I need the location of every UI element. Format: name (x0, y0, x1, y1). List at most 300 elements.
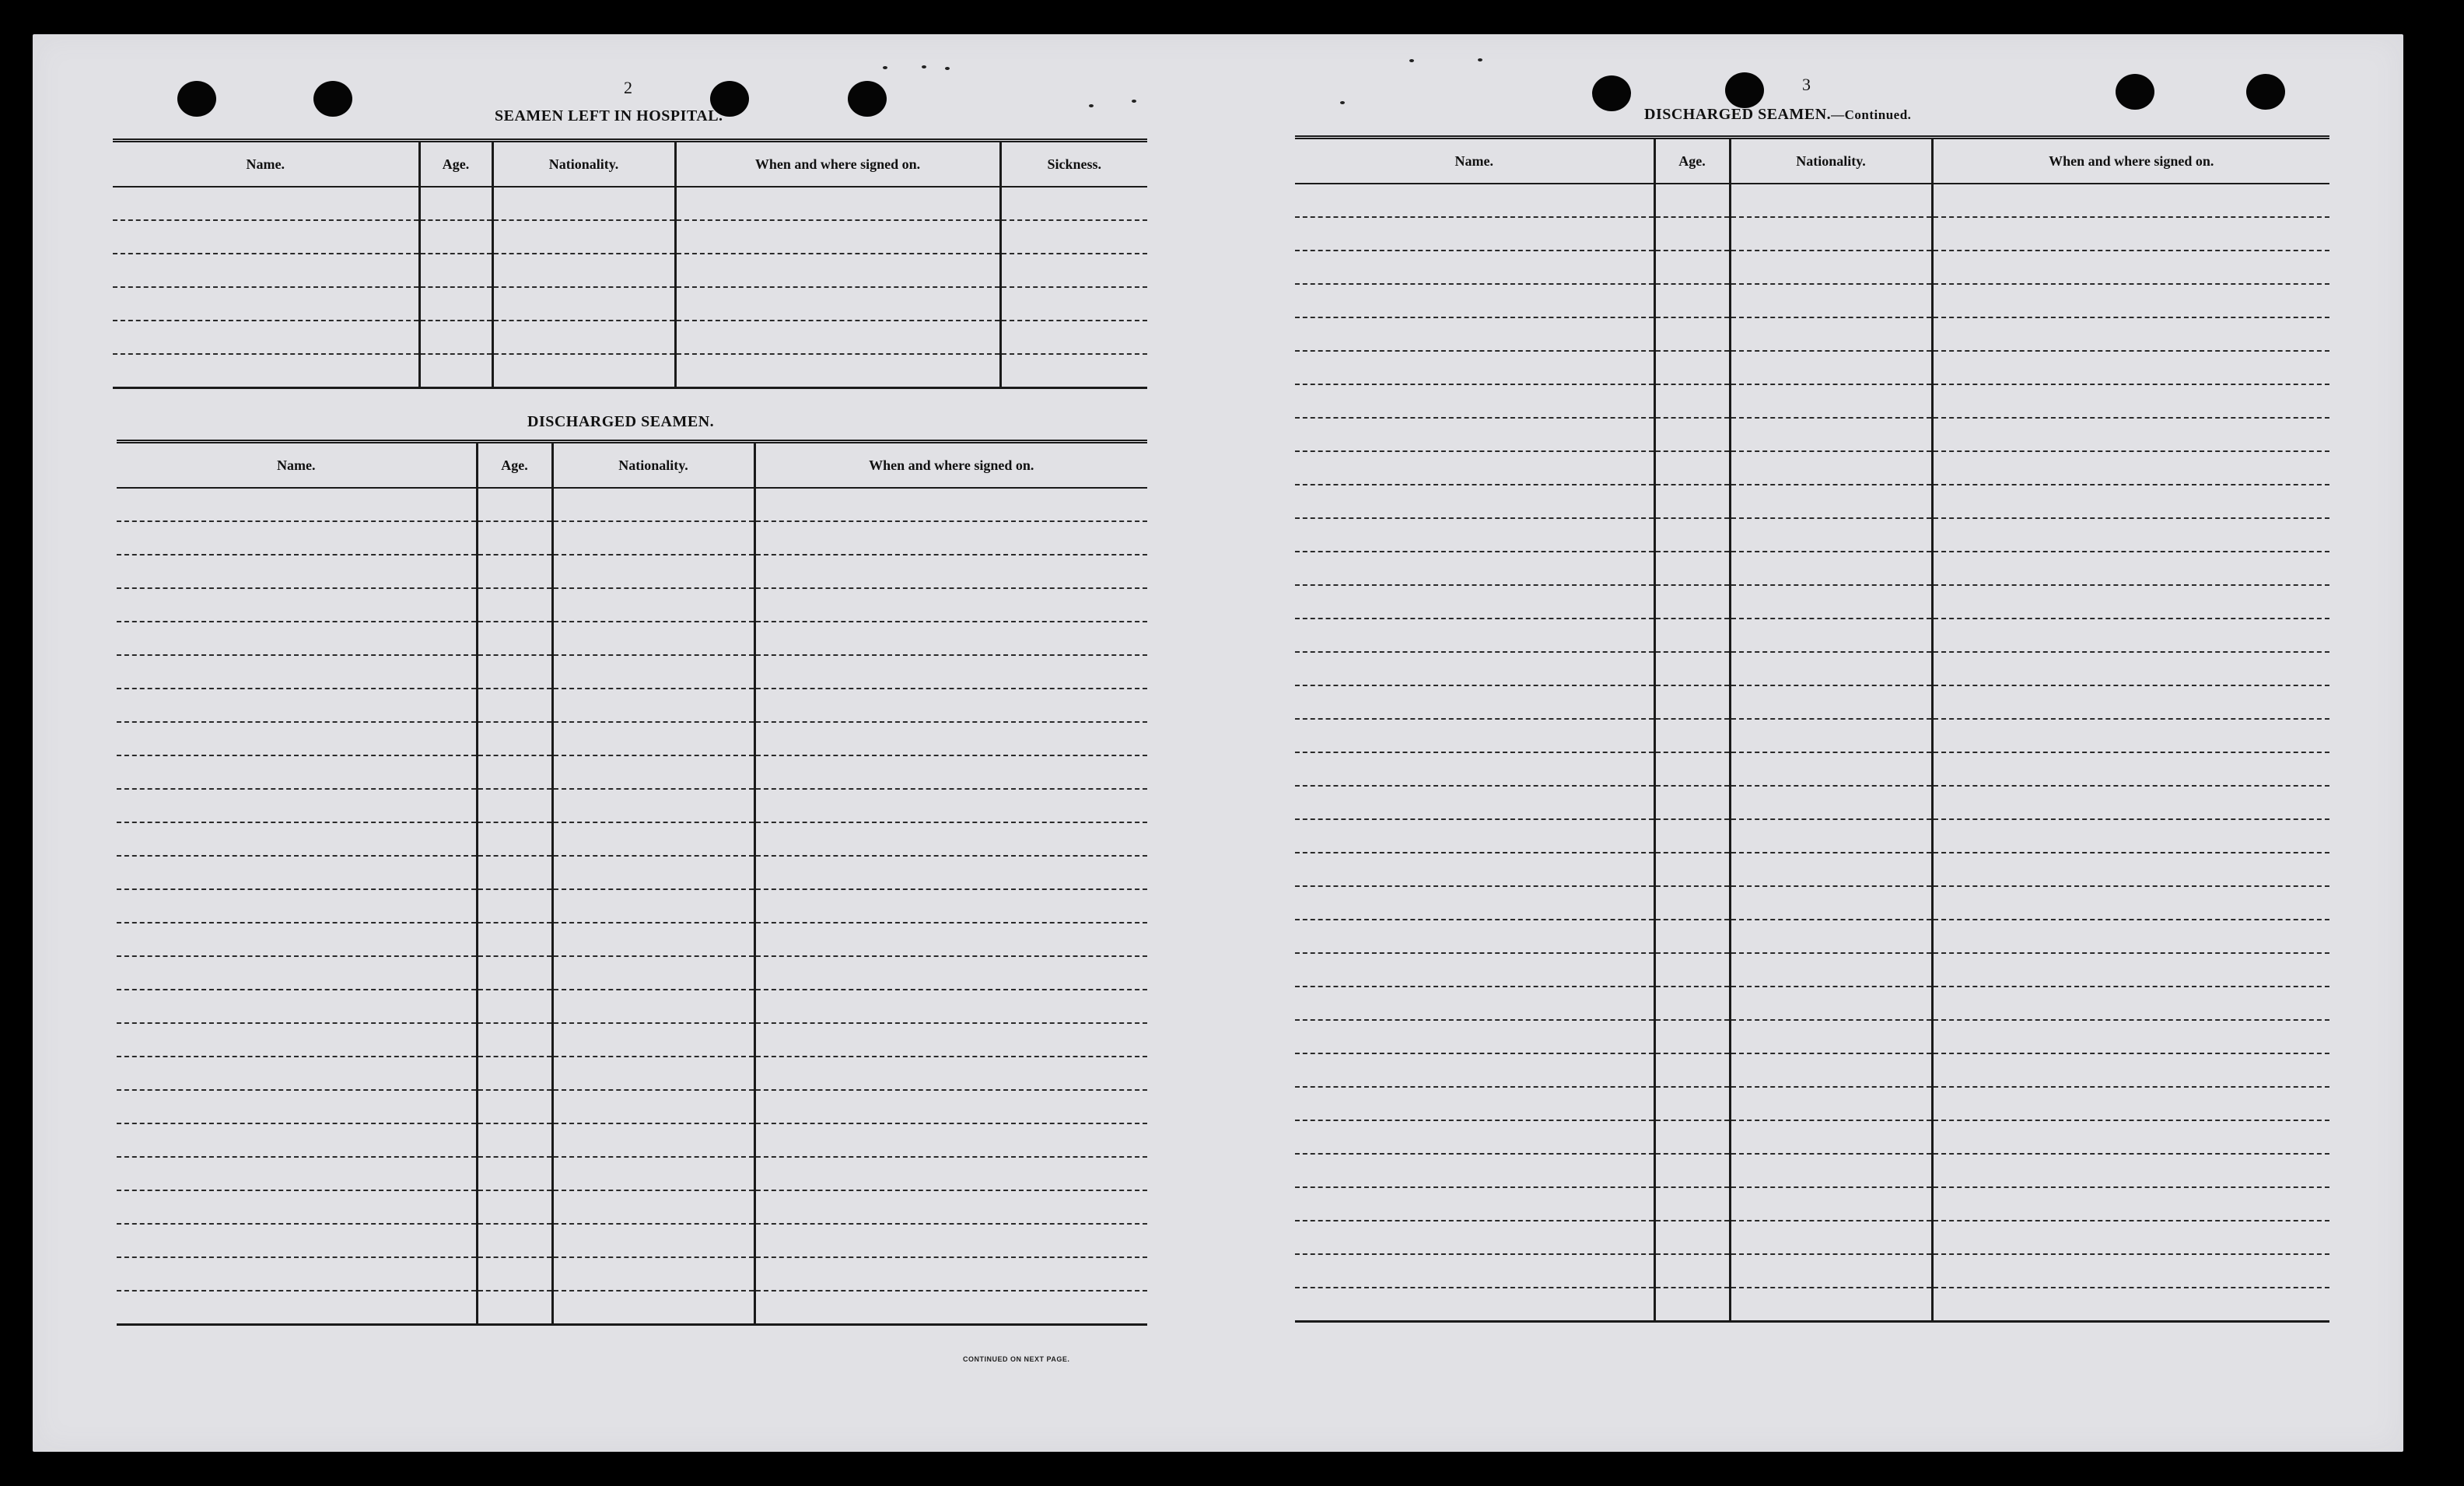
blank-cell (1932, 485, 2329, 518)
blank-cell (1295, 1221, 1654, 1254)
blank-cell (113, 321, 419, 354)
table-row (1295, 920, 2329, 953)
blank-cell (1730, 585, 1932, 619)
blank-cell (1654, 920, 1730, 953)
blank-cell (1730, 786, 1932, 819)
blank-cell (1295, 585, 1654, 619)
table-row (1295, 1221, 2329, 1254)
blank-cell (552, 1090, 754, 1123)
blank-cell (1932, 853, 2329, 886)
blank-cell (1000, 354, 1147, 388)
column-header-signed-on: When and where signed on. (1932, 138, 2329, 184)
table-row (1295, 886, 2329, 920)
column-header-signed-on: When and where signed on. (754, 442, 1147, 489)
blank-cell (754, 923, 1147, 956)
blank-cell (1295, 1053, 1654, 1087)
blank-cell (477, 1090, 552, 1123)
blank-cell (1730, 987, 1932, 1020)
ink-speck (922, 65, 926, 68)
blank-cell (113, 220, 419, 254)
blank-cell (117, 1257, 477, 1291)
blank-cell (754, 1023, 1147, 1057)
blank-cell (754, 755, 1147, 789)
blank-cell (1295, 284, 1654, 317)
discharged-section-title: DISCHARGED SEAMEN. (527, 413, 715, 430)
blank-cell (113, 287, 419, 321)
blank-cell (1730, 1221, 1932, 1254)
ink-speck (1340, 101, 1345, 104)
blank-cell (1932, 719, 2329, 752)
blank-cell (552, 1224, 754, 1257)
punch-hole (2246, 74, 2285, 110)
blank-cell (1654, 384, 1730, 418)
table-row (1295, 317, 2329, 351)
blank-cell (117, 956, 477, 990)
blank-cell (1932, 351, 2329, 384)
blank-cell (477, 555, 552, 588)
column-header-age: Age. (477, 442, 552, 489)
blank-cell (1730, 1087, 1932, 1120)
blank-cell (1730, 1154, 1932, 1187)
blank-cell (1654, 1221, 1730, 1254)
continued-footer: CONTINUED ON NEXT PAGE. (963, 1355, 1070, 1363)
blank-cell (1932, 1187, 2329, 1221)
blank-cell (1932, 1120, 2329, 1154)
blank-cell (117, 588, 477, 622)
blank-cell (117, 722, 477, 755)
blank-cell (117, 923, 477, 956)
table-row (1295, 853, 2329, 886)
blank-cell (675, 287, 1000, 321)
blank-cell (477, 1157, 552, 1190)
blank-cell (1730, 1120, 1932, 1154)
blank-cell (552, 655, 754, 689)
blank-cell (1932, 585, 2329, 619)
blank-cell (754, 990, 1147, 1023)
column-header-name: Name. (113, 141, 419, 188)
blank-cell (117, 1190, 477, 1224)
blank-cell (1730, 451, 1932, 485)
table-row (117, 990, 1147, 1023)
table-row (1295, 184, 2329, 217)
blank-cell (552, 822, 754, 856)
blank-cell (1730, 251, 1932, 284)
table-row (1295, 1087, 2329, 1120)
blank-cell (1654, 1288, 1730, 1322)
blank-cell (1295, 819, 1654, 853)
blank-cell (477, 1224, 552, 1257)
blank-cell (477, 923, 552, 956)
column-header-sickness: Sickness. (1000, 141, 1147, 188)
blank-cell (1295, 920, 1654, 953)
blank-cell (754, 555, 1147, 588)
blank-cell (1295, 552, 1654, 585)
blank-cell (477, 722, 552, 755)
blank-cell (477, 956, 552, 990)
blank-cell (477, 1257, 552, 1291)
blank-cell (1654, 552, 1730, 585)
blank-cell (1295, 184, 1654, 217)
ink-speck (883, 66, 887, 69)
blank-cell (1654, 752, 1730, 786)
hospital-section-title: SEAMEN LEFT IN HOSPITAL. (495, 107, 723, 124)
blank-cell (1932, 251, 2329, 284)
blank-cell (1295, 1020, 1654, 1053)
blank-cell (117, 889, 477, 923)
table-row (1295, 384, 2329, 418)
blank-cell (1295, 418, 1654, 451)
blank-cell (1654, 886, 1730, 920)
blank-cell (117, 488, 477, 521)
table-row (1295, 1020, 2329, 1053)
blank-cell (552, 889, 754, 923)
table-row (1295, 351, 2329, 384)
blank-cell (1654, 351, 1730, 384)
blank-cell (117, 689, 477, 722)
blank-cell (754, 1224, 1147, 1257)
blank-cell (1295, 719, 1654, 752)
column-header-nationality: Nationality. (492, 141, 675, 188)
blank-cell (1932, 786, 2329, 819)
table-row (1295, 418, 2329, 451)
table-row (117, 1023, 1147, 1057)
blank-cell (1295, 1154, 1654, 1187)
punch-hole (313, 81, 352, 117)
table-row (113, 354, 1147, 388)
table-row (117, 1090, 1147, 1123)
table-row (1295, 652, 2329, 685)
punch-hole (2116, 74, 2154, 110)
blank-cell (419, 220, 492, 254)
blank-cell (1000, 321, 1147, 354)
table-row (117, 822, 1147, 856)
blank-cell (117, 990, 477, 1023)
blank-cell (552, 1057, 754, 1090)
blank-cell (754, 889, 1147, 923)
blank-cell (419, 321, 492, 354)
blank-cell (1295, 1120, 1654, 1154)
blank-cell (754, 956, 1147, 990)
blank-cell (1932, 987, 2329, 1020)
blank-cell (492, 287, 675, 321)
blank-cell (1730, 485, 1932, 518)
blank-cell (1295, 217, 1654, 251)
table-row (117, 722, 1147, 755)
blank-cell (1295, 1288, 1654, 1322)
ink-speck (1478, 58, 1482, 61)
table-row (1295, 284, 2329, 317)
blank-cell (1000, 287, 1147, 321)
blank-cell (1932, 1087, 2329, 1120)
blank-cell (1932, 752, 2329, 786)
blank-cell (1000, 254, 1147, 287)
blank-cell (1730, 184, 1932, 217)
table-row (1295, 719, 2329, 752)
blank-cell (1654, 652, 1730, 685)
blank-cell (1654, 853, 1730, 886)
blank-cell (1730, 853, 1932, 886)
blank-cell (1932, 1053, 2329, 1087)
blank-cell (1295, 518, 1654, 552)
table-row (1295, 552, 2329, 585)
blank-cell (1654, 619, 1730, 652)
blank-cell (1000, 187, 1147, 220)
blank-cell (552, 555, 754, 588)
blank-cell (1295, 886, 1654, 920)
blank-cell (754, 1090, 1147, 1123)
blank-cell (477, 889, 552, 923)
blank-cell (552, 1190, 754, 1224)
blank-cell (477, 1057, 552, 1090)
blank-cell (1295, 384, 1654, 418)
ink-speck (945, 67, 950, 70)
blank-cell (1932, 317, 2329, 351)
discharged-continued-table (1295, 135, 2329, 1323)
blank-cell (117, 755, 477, 789)
blank-cell (1730, 384, 1932, 418)
punch-hole (1592, 75, 1631, 111)
blank-cell (754, 822, 1147, 856)
punch-hole (1725, 72, 1764, 108)
blank-cell (1932, 217, 2329, 251)
table-header-row (1295, 138, 2329, 184)
blank-cell (1932, 1221, 2329, 1254)
blank-cell (1932, 518, 2329, 552)
blank-cell (552, 755, 754, 789)
page-number-right: 3 (1802, 75, 1811, 94)
table-row (117, 488, 1147, 521)
blank-cell (552, 1123, 754, 1157)
blank-cell (754, 789, 1147, 822)
blank-cell (1295, 1087, 1654, 1120)
blank-cell (552, 1157, 754, 1190)
blank-cell (1654, 987, 1730, 1020)
blank-cell (1295, 685, 1654, 719)
blank-cell (552, 956, 754, 990)
blank-cell (1295, 953, 1654, 987)
table-header-row (113, 141, 1147, 188)
blank-cell (477, 1190, 552, 1224)
table-row (1295, 1288, 2329, 1322)
column-header-name: Name. (117, 442, 477, 489)
column-header-signed-on: When and where signed on. (675, 141, 1000, 188)
blank-cell (477, 689, 552, 722)
blank-cell (1932, 920, 2329, 953)
blank-cell (492, 321, 675, 354)
table-row (117, 1224, 1147, 1257)
table-row (1295, 1053, 2329, 1087)
table-row (1295, 819, 2329, 853)
table-row (117, 1291, 1147, 1325)
blank-cell (1932, 619, 2329, 652)
blank-cell (1730, 1187, 1932, 1221)
table-header-row (117, 442, 1147, 489)
table-row (117, 1123, 1147, 1157)
table-row (117, 956, 1147, 990)
punch-hole (848, 81, 887, 117)
table-row (117, 555, 1147, 588)
blank-cell (477, 789, 552, 822)
blank-cell (675, 254, 1000, 287)
blank-cell (117, 622, 477, 655)
blank-cell (1932, 284, 2329, 317)
table-row (117, 588, 1147, 622)
blank-cell (1654, 317, 1730, 351)
blank-cell (477, 655, 552, 689)
blank-cell (1000, 220, 1147, 254)
table-row (1295, 485, 2329, 518)
blank-cell (1654, 217, 1730, 251)
title-continued: —Continued. (1831, 107, 1912, 122)
blank-cell (477, 856, 552, 889)
table-row (1295, 1254, 2329, 1288)
blank-cell (117, 1157, 477, 1190)
table-row (117, 622, 1147, 655)
blank-cell (1730, 719, 1932, 752)
blank-cell (1730, 351, 1932, 384)
blank-cell (1295, 317, 1654, 351)
blank-cell (754, 689, 1147, 722)
blank-cell (754, 1257, 1147, 1291)
punch-hole (177, 81, 216, 117)
blank-cell (1295, 251, 1654, 284)
blank-cell (1654, 251, 1730, 284)
blank-cell (477, 822, 552, 856)
table-row (117, 856, 1147, 889)
blank-cell (117, 1291, 477, 1325)
blank-cell (117, 822, 477, 856)
blank-cell (1730, 1020, 1932, 1053)
discharged-continued-title (1644, 106, 1911, 124)
blank-cell (1654, 485, 1730, 518)
blank-cell (552, 990, 754, 1023)
blank-cell (675, 220, 1000, 254)
blank-cell (1932, 819, 2329, 853)
blank-cell (754, 1057, 1147, 1090)
table-row (113, 254, 1147, 287)
column-header-nationality: Nationality. (1730, 138, 1932, 184)
discharged-table (117, 440, 1147, 1326)
blank-cell (754, 588, 1147, 622)
blank-cell (754, 1190, 1147, 1224)
blank-cell (1932, 418, 2329, 451)
table-row (1295, 451, 2329, 485)
table-row (1295, 685, 2329, 719)
page-number-left: 2 (624, 78, 632, 97)
blank-cell (1295, 351, 1654, 384)
blank-cell (1730, 652, 1932, 685)
blank-cell (419, 254, 492, 287)
blank-cell (552, 856, 754, 889)
blank-cell (477, 622, 552, 655)
blank-cell (1932, 652, 2329, 685)
table-row (117, 755, 1147, 789)
blank-cell (1654, 518, 1730, 552)
ink-speck (1132, 100, 1136, 103)
blank-cell (1295, 485, 1654, 518)
table-row (117, 789, 1147, 822)
blank-cell (1654, 184, 1730, 217)
blank-cell (1654, 418, 1730, 451)
blank-cell (477, 755, 552, 789)
blank-cell (552, 488, 754, 521)
blank-cell (675, 187, 1000, 220)
blank-cell (1654, 1187, 1730, 1221)
title-main: DISCHARGED SEAMEN. (1644, 106, 1832, 123)
blank-cell (477, 990, 552, 1023)
blank-cell (754, 722, 1147, 755)
blank-cell (1295, 1254, 1654, 1288)
blank-cell (1295, 987, 1654, 1020)
blank-cell (1932, 1254, 2329, 1288)
table-row (117, 689, 1147, 722)
blank-cell (552, 923, 754, 956)
table-row (1295, 953, 2329, 987)
blank-cell (117, 1090, 477, 1123)
blank-cell (1932, 886, 2329, 920)
blank-cell (1932, 1288, 2329, 1322)
table-row (1295, 619, 2329, 652)
blank-cell (1730, 552, 1932, 585)
table-row (113, 187, 1147, 220)
column-header-name: Name. (1295, 138, 1654, 184)
blank-cell (1295, 1187, 1654, 1221)
blank-cell (1654, 1087, 1730, 1120)
blank-cell (1654, 685, 1730, 719)
blank-cell (1730, 418, 1932, 451)
blank-cell (1730, 1053, 1932, 1087)
blank-cell (1654, 284, 1730, 317)
table-row (1295, 251, 2329, 284)
blank-cell (1730, 1254, 1932, 1288)
blank-cell (1730, 317, 1932, 351)
blank-cell (552, 588, 754, 622)
blank-cell (1730, 1288, 1932, 1322)
blank-cell (552, 521, 754, 555)
blank-cell (477, 1291, 552, 1325)
blank-cell (1730, 953, 1932, 987)
table-row (117, 923, 1147, 956)
blank-cell (1654, 1254, 1730, 1288)
hospital-table (113, 138, 1147, 389)
blank-cell (477, 1123, 552, 1157)
blank-cell (117, 1123, 477, 1157)
blank-cell (117, 1224, 477, 1257)
table-row (1295, 217, 2329, 251)
table-row (1295, 987, 2329, 1020)
ink-speck (1409, 59, 1414, 62)
column-header-age: Age. (419, 141, 492, 188)
blank-cell (1730, 518, 1932, 552)
blank-cell (1932, 384, 2329, 418)
blank-cell (1654, 953, 1730, 987)
table-row (1295, 1120, 2329, 1154)
blank-cell (492, 187, 675, 220)
blank-cell (492, 220, 675, 254)
table-row (1295, 1154, 2329, 1187)
blank-cell (552, 1023, 754, 1057)
blank-cell (117, 555, 477, 588)
blank-cell (1295, 451, 1654, 485)
blank-cell (1654, 719, 1730, 752)
blank-cell (1654, 819, 1730, 853)
blank-cell (1295, 853, 1654, 886)
table-row (1295, 786, 2329, 819)
blank-cell (1295, 786, 1654, 819)
blank-cell (113, 354, 419, 388)
column-header-age: Age. (1654, 138, 1730, 184)
blank-cell (675, 321, 1000, 354)
